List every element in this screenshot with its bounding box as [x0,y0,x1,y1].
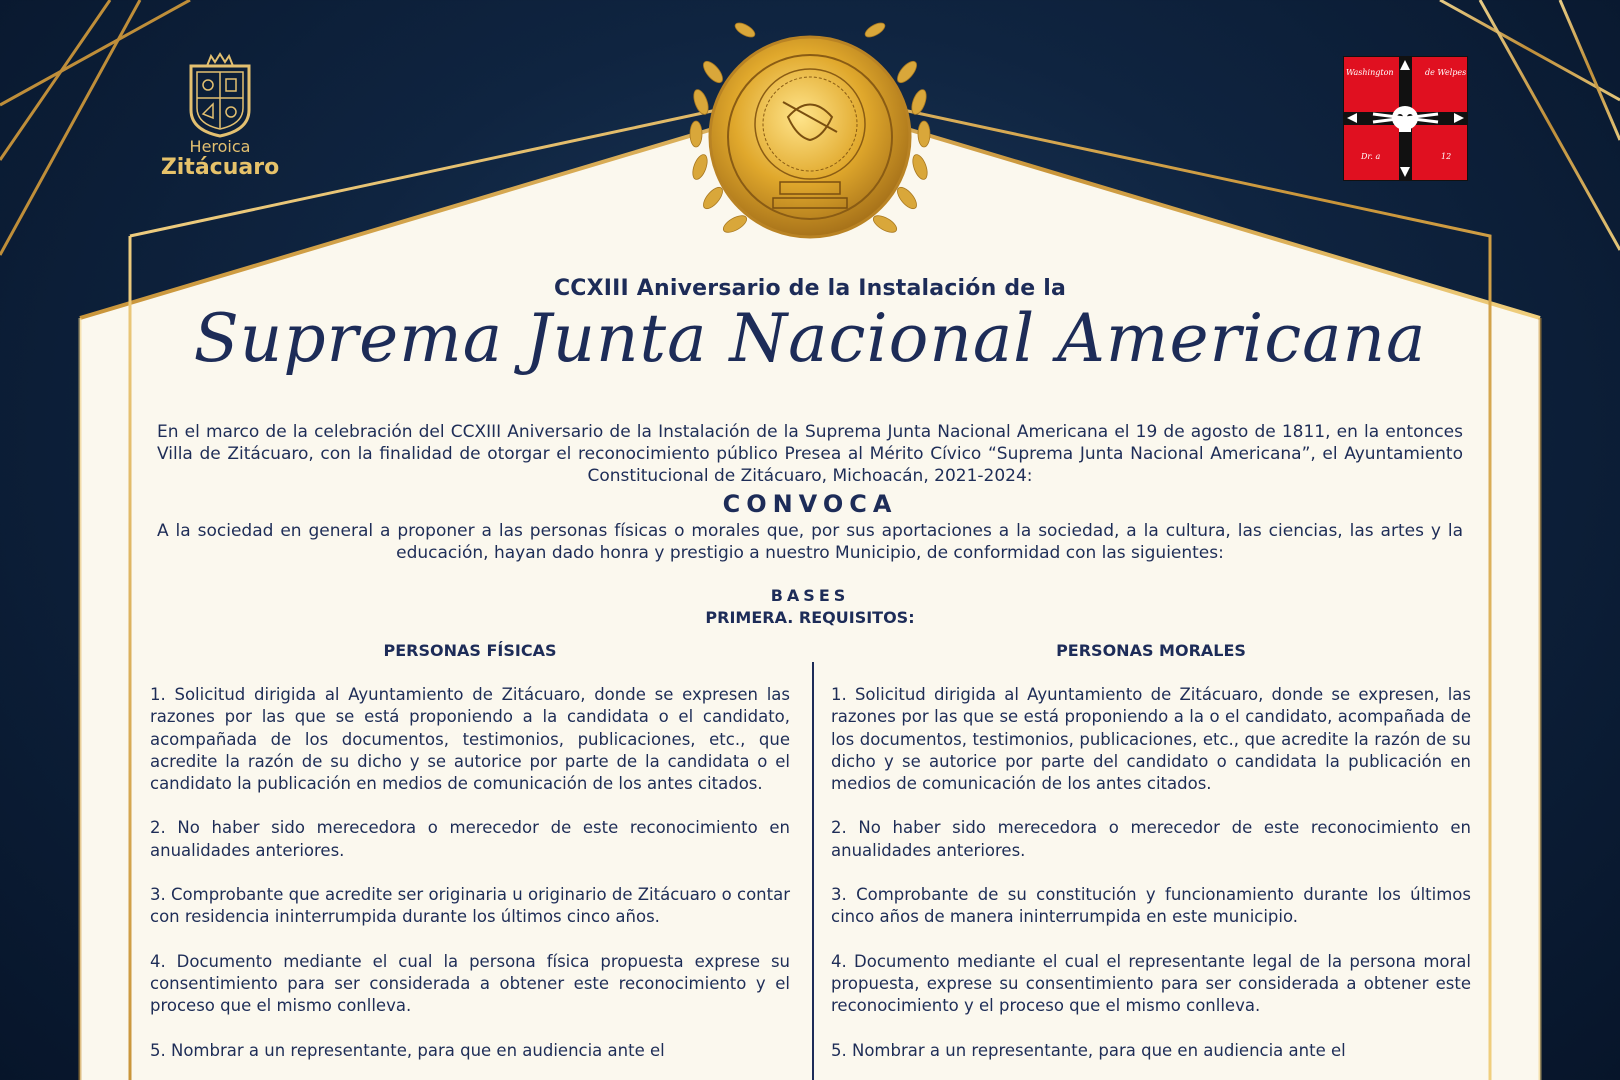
flag-text-2: de Welpes [1425,68,1467,77]
personas-fisicas-list [150,684,790,1080]
document-body [150,0,1470,1080]
junta-title: Suprema Junta Nacional Americana [193,300,1427,377]
flag-text-3: Dr. a [1361,152,1381,161]
convoca-heading: CONVOCA [722,490,898,518]
list-item: 2. No haber sido merecedora o merecedor de este reconocimiento en anualidades anteriores. [150,818,790,860]
flag-text-4: 12 [1441,152,1452,161]
list-item: 5. Nombrar a un representante, para que en audiencia ante el [150,1040,665,1060]
column-divider [812,662,814,1080]
list-item: 4. Documento mediante el cual la persona física propuesta exprese su consentimiento para ser considerada a obtener este reconocimiento y el proceso que el mismo conlleva. [150,951,790,1016]
anniversary-heading: CCXIII Aniversario de la Instalación de la [553,276,1067,301]
list-item: 3. Comprobante de su constitución y funcionamiento durante los últimos cinco años de manera ininterrumpida en este municipio. [831,885,1471,927]
list-item: 4. Documento mediante el cual el representante legal de la persona moral propuesta, exprese su consentimiento para ser considerada a obtener este reconocimiento y el proceso que el mismo conlleva. [831,951,1471,1016]
logo-line-heroica: Heroica [189,137,251,156]
personas-morales-list [831,684,1471,1080]
call-paragraph: A la sociedad en general a proponer a las personas físicas o morales que, por sus aportaciones a la sociedad, a la cultura, las ciencias, las artes y la educación, hayan dado honra y prestigio a nuestro Municipio, de conformidad con las siguientes: [157,521,1463,563]
personas-morales-heading: PERSONAS MORALES [1056,641,1246,660]
flag-text-1: Washington [1346,68,1394,77]
list-item: 5. Nombrar a un representante, para que en audiencia ante el [831,1040,1346,1060]
list-item: 1. Solicitud dirigida al Ayuntamiento de Zitácuaro, donde se expresen, las razones por las que se está proponiendo a la o el candidato, acompañada de los documentos, testimonios, publicaciones, etc., que acredite la razón de su dicho y se autorice por parte del candidato o candidata la publicación en medios de comunicación de los antes citados. [831,685,1471,794]
list-item: 2. No haber sido merecedora o merecedor de este reconocimiento en anualidades anteriores. [831,818,1471,860]
logo-line-zitacuaro: Zitácuaro [160,155,280,180]
bases-heading: BASES [770,586,850,605]
personas-fisicas-heading: PERSONAS FÍSICAS [383,641,557,660]
section-heading: PRIMERA. REQUISITOS: [705,608,915,627]
intro-paragraph: En el marco de la celebración del CCXIII Aniversario de la Instalación de la Suprema Junta Nacional Americana el 19 de agosto de 1811, en la entonces Villa de Zitácuaro, con la finalidad de otorgar el reconocimiento público Presea al Mérito Cívico “Suprema Junta Nacional Americana”, el Ayuntamiento Constitucional de Zitácuaro, Michoacán, 2021-2024: [157,422,1463,486]
list-item: 3. Comprobante que acredite ser originaria u originario de Zitácuaro o contar con residencia ininterrumpida durante los últimos cinco años. [150,885,790,927]
list-item: 1. Solicitud dirigida al Ayuntamiento de Zitácuaro, donde se expresen las razones por las que se está proponiendo a la candidata o el candidato, acompañada de los documentos, testimonios, publicaciones, etc., que acredite la razón de su dicho y se autorice por parte de la candidata o el candidato la publicación en medios de comunicación de los antes citados. [150,685,790,794]
